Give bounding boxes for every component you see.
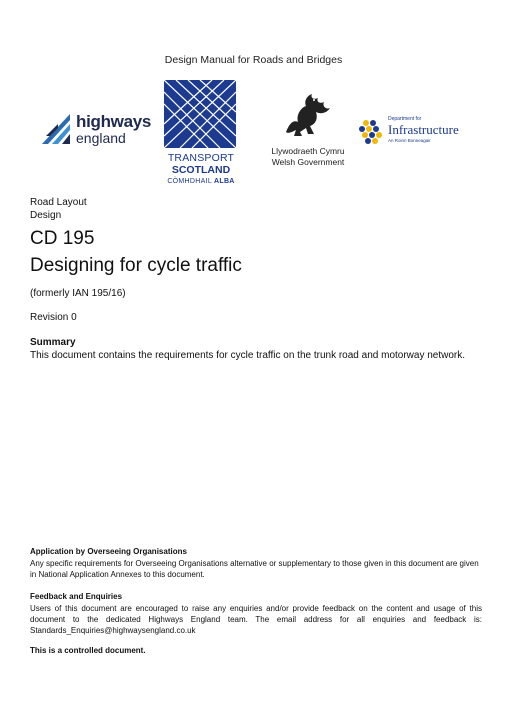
dfi-logo (358, 116, 470, 152)
england-logo-text: england (76, 130, 126, 146)
revision-label: Revision 0 (30, 312, 77, 323)
an-roinn-bonneagair-text: An Roinn Bonneagair (388, 138, 431, 143)
series-line-2: Design (30, 210, 62, 221)
controlled-document-note: This is a controlled document. (30, 646, 146, 655)
feedback-heading: Feedback and Enquiries (30, 592, 123, 601)
summary-heading: Summary (30, 337, 76, 348)
scotland-logo-text: SCOTLAND (171, 164, 231, 176)
comhdhail-alba-text: CÒMHDHAIL ALBA (167, 178, 235, 185)
welsh-government-logo (268, 92, 348, 182)
transport-scotland-mark-icon (164, 80, 236, 148)
transport-logo-text: TRANSPORT (167, 152, 235, 164)
transport-scotland-logo (164, 80, 238, 190)
dfi-mark-icon (358, 118, 384, 148)
manual-title: Design Manual for Roads and Bridges (164, 54, 343, 66)
welsh-dragon-icon (280, 92, 336, 138)
welsh-government-text: Welsh Government (271, 157, 345, 167)
application-heading: Application by Overseeing Organisations (30, 547, 187, 556)
logo-row (0, 76, 507, 196)
formerly-note: (formerly IAN 195/16) (30, 288, 126, 299)
document-code: CD 195 (30, 228, 95, 249)
series-line-1: Road Layout (30, 197, 87, 208)
highways-logo-text: highways (76, 112, 152, 131)
document-title: Designing for cycle traffic (30, 255, 242, 276)
highways-england-mark-icon (40, 110, 74, 146)
llywodraeth-cymru-text: Llywodraeth Cymru (271, 146, 345, 156)
highways-england-logo (40, 108, 150, 148)
feedback-text: Users of this document are encouraged to raise any enquiries and/or provide feedback on the content and usage of this document to the dedicated Highways England team. The email address for all enquiries and feedback is: Standards_Enquiries@highwaysengland.co.uk (30, 604, 482, 635)
department-for-text: Department for (388, 116, 422, 122)
application-text: Any specific requirements for Overseeing Organisations alternative or supplementary to those given in this document are given in National Application Annexes to this document. (30, 559, 479, 579)
summary-text: This document contains the requirements for cycle traffic on the trunk road and motorway network. (30, 350, 466, 361)
infrastructure-text: Infrastructure (388, 122, 459, 137)
